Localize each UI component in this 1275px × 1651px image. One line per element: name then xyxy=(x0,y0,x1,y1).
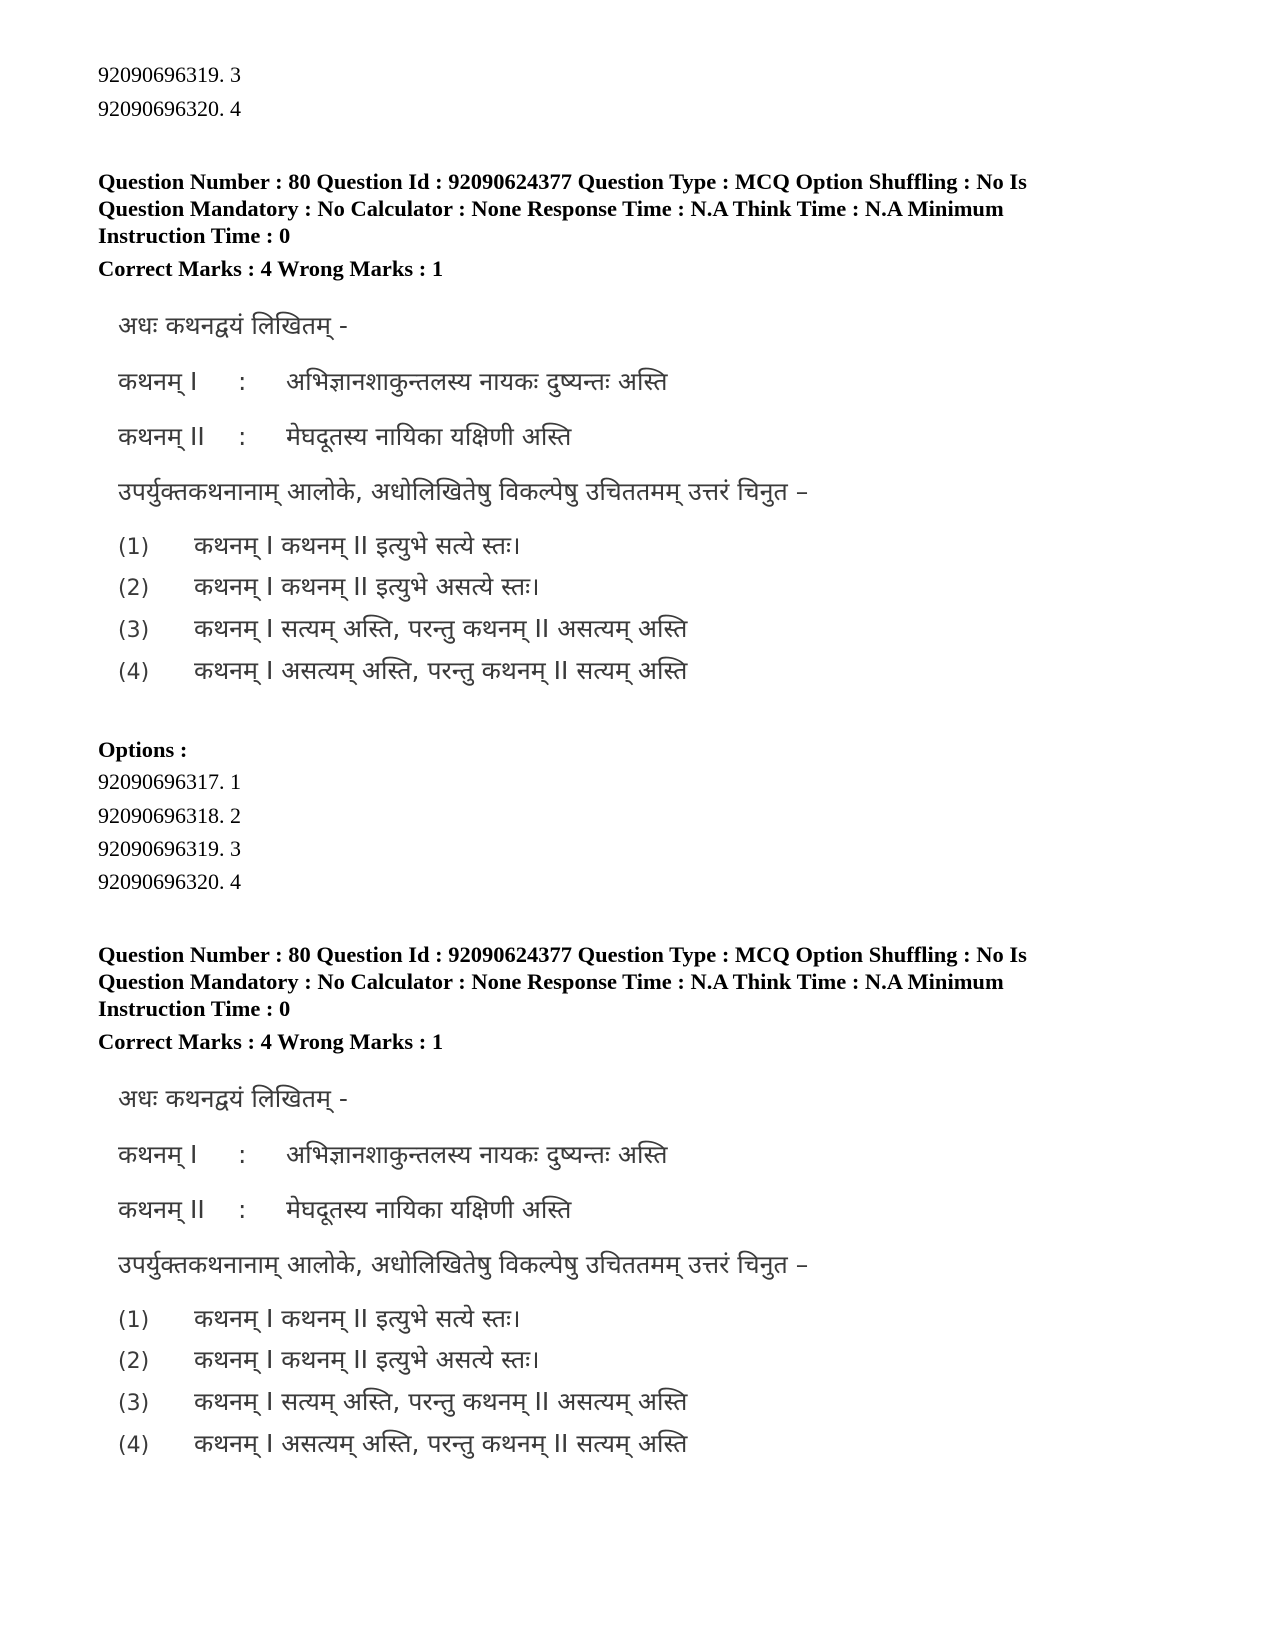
question-intro: अधः कथनद्वयं लिखितम् - xyxy=(118,311,348,340)
statement-colon: : xyxy=(238,422,247,451)
choice-number: (1) xyxy=(118,535,150,560)
statement-text: अभिज्ञानशाकुन्तलस्य नायकः दुष्यन्तः अस्ति xyxy=(286,1140,668,1169)
statement-colon: : xyxy=(238,1140,247,1169)
option-line: 92090696317. 1 xyxy=(98,769,241,794)
question-instruction: उपर्युक्तकथनानाम् आलोके, अधोलिखितेषु विकल्पेषु उचिततमम् उत्तरं चिनुत – xyxy=(118,477,809,506)
question-meta-line: Question Mandatory : No Calculator : None Response Time : N.A Think Time : N.A Minimum xyxy=(98,969,1004,994)
question-image xyxy=(118,310,1018,710)
statement-label: कथनम् I xyxy=(118,367,198,396)
statement-colon: : xyxy=(238,1195,247,1224)
choice-number: (2) xyxy=(118,576,150,601)
choice-text: कथनम् I कथनम् II इत्युभे सत्ये स्तः। xyxy=(194,1304,521,1333)
choice-number: (4) xyxy=(118,660,150,685)
option-line: 92090696319. 3 xyxy=(98,62,241,87)
question-meta-line: Instruction Time : 0 xyxy=(98,223,291,248)
choice-number: (1) xyxy=(118,1308,150,1333)
question-meta-line: Question Mandatory : No Calculator : None Response Time : N.A Think Time : N.A Minimum xyxy=(98,196,1004,221)
choice-number: (3) xyxy=(118,618,150,643)
statement-text: मेघदूतस्य नायिका यक्षिणी अस्ति xyxy=(286,1195,572,1224)
option-line: 92090696318. 2 xyxy=(98,803,241,828)
statement-colon: : xyxy=(238,367,247,396)
option-line: 92090696320. 4 xyxy=(98,869,241,894)
marks-line: Correct Marks : 4 Wrong Marks : 1 xyxy=(98,1029,444,1054)
statement-label: कथनम् I xyxy=(118,1140,198,1169)
marks-line: Correct Marks : 4 Wrong Marks : 1 xyxy=(98,256,444,281)
statement-label: कथनम् II xyxy=(118,422,205,451)
choice-text: कथनम् I कथनम् II इत्युभे सत्ये स्तः। xyxy=(194,531,521,560)
choice-number: (3) xyxy=(118,1391,150,1416)
choice-text: कथनम् I सत्यम् अस्ति, परन्तु कथनम् II असत्यम् अस्ति xyxy=(194,1387,688,1416)
question-meta-line: Question Number : 80 Question Id : 92090624377 Question Type : MCQ Option Shuffling : No Is xyxy=(98,942,1027,967)
option-line: 92090696320. 4 xyxy=(98,96,241,121)
question-meta-line: Instruction Time : 0 xyxy=(98,996,291,1021)
choice-text: कथनम् I कथनम् II इत्युभे असत्ये स्तः। xyxy=(194,572,540,601)
choice-text: कथनम् I असत्यम् अस्ति, परन्तु कथनम् II सत्यम् अस्ति xyxy=(194,656,688,685)
choice-number: (2) xyxy=(118,1349,150,1374)
choice-text: कथनम् I सत्यम् अस्ति, परन्तु कथनम् II असत्यम् अस्ति xyxy=(194,614,688,643)
options-heading: Options : xyxy=(98,737,188,762)
statement-label: कथनम् II xyxy=(118,1195,205,1224)
question-instruction: उपर्युक्तकथनानाम् आलोके, अधोलिखितेषु विकल्पेषु उचिततमम् उत्तरं चिनुत – xyxy=(118,1250,809,1279)
statement-text: मेघदूतस्य नायिका यक्षिणी अस्ति xyxy=(286,422,572,451)
option-line: 92090696319. 3 xyxy=(98,836,241,861)
choice-text: कथनम् I कथनम् II इत्युभे असत्ये स्तः। xyxy=(194,1345,540,1374)
question-image xyxy=(118,1083,1018,1483)
choice-number: (4) xyxy=(118,1433,150,1458)
statement-text: अभिज्ञानशाकुन्तलस्य नायकः दुष्यन्तः अस्ति xyxy=(286,367,668,396)
choice-text: कथनम् I असत्यम् अस्ति, परन्तु कथनम् II सत्यम् अस्ति xyxy=(194,1429,688,1458)
question-meta-line: Question Number : 80 Question Id : 92090624377 Question Type : MCQ Option Shuffling : No Is xyxy=(98,169,1027,194)
question-intro: अधः कथनद्वयं लिखितम् - xyxy=(118,1084,348,1113)
